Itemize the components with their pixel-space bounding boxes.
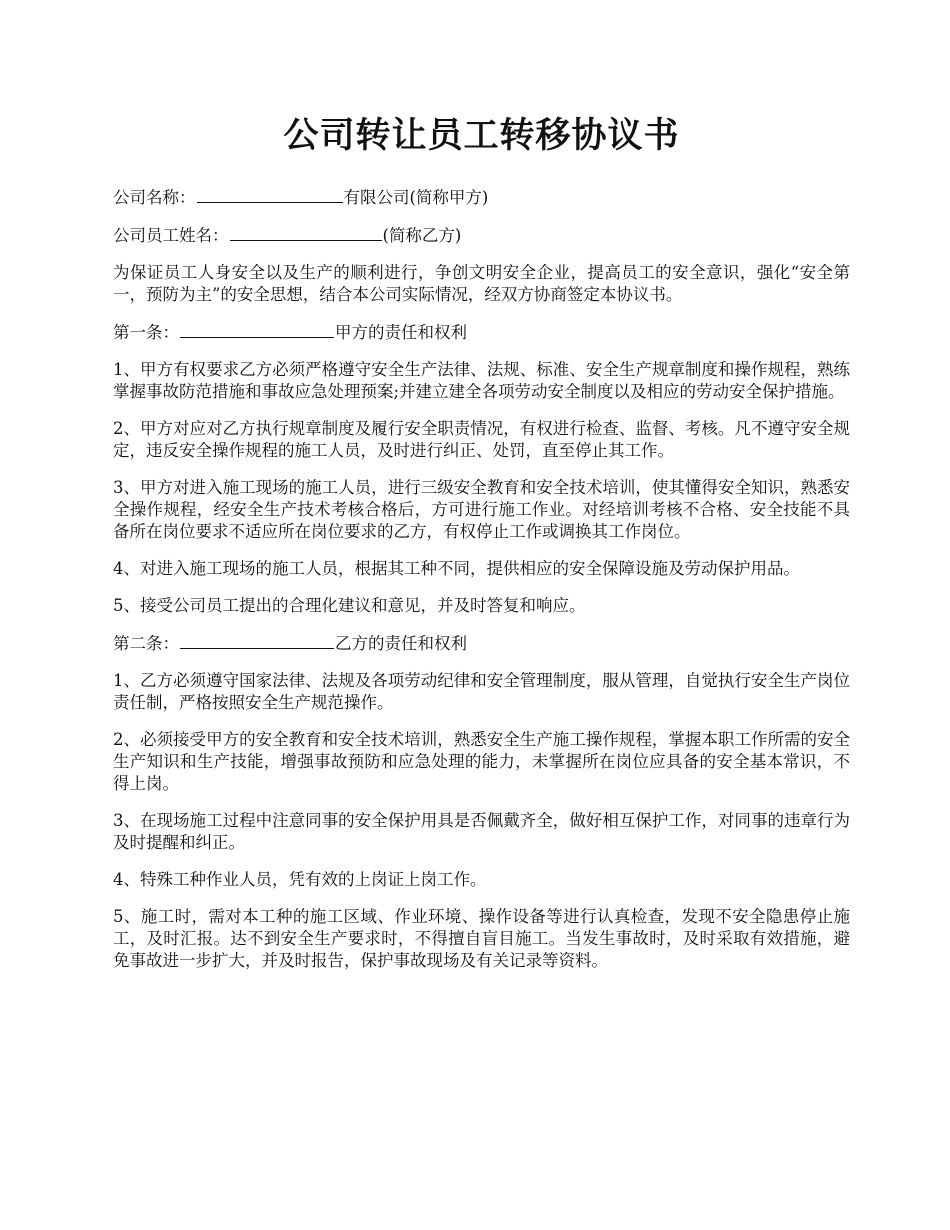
employee-name-label: 公司员工姓名： (113, 226, 229, 245)
company-name-blank (197, 186, 343, 203)
article-2-label: 第二条： (113, 634, 179, 653)
intro-paragraph: 为保证员工人身安全以及生产的顺利进行，争创文明安全企业，提高员工的安全意识，强化“安全第一，预防为主”的安全思想，结合本公司实际情况，经双方协商签定本协议书。 (113, 263, 850, 304)
employee-name-suffix: (简称乙方) (382, 226, 462, 245)
employee-name-line (113, 224, 850, 247)
article-1-item: 1、甲方有权要求乙方必须严格遵守安全生产法律、法规、标准、安全生产规章制度和操作规程，熟练掌握事故防范措施和事故应急处理预案;并建立建全各项劳动安全制度以及相应的劳动安全保护措施。 (113, 360, 850, 401)
article-2-item: 3、在现场施工过程中注意同事的安全保护用具是否佩戴齐全，做好相互保护工作，对同事的违章行为及时提醒和纠正。 (113, 811, 850, 852)
article-2-item: 1、乙方必须遵守国家法律、法规及各项劳动纪律和安全管理制度，服从管理，自觉执行安全生产岗位责任制，严格按照安全生产规范操作。 (113, 671, 850, 712)
article-1-heading (113, 321, 850, 344)
article-2-blank (180, 632, 334, 649)
article-2-item: 5、施工时，需对本工种的施工区域、作业环境、操作设备等进行认真检查，发现不安全隐患停止施工，及时汇报。达不到安全生产要求时，不得擅自盲目施工。当发生事故时，及时采取有效措施，避免事故进一步扩大，并及时报告，保护事故现场及有关记录等资料。 (113, 907, 850, 970)
company-name-line (113, 186, 850, 209)
article-1-blank (180, 321, 334, 338)
document-title: 公司转让员工转移协议书 (283, 116, 680, 156)
article-1-item: 3、甲方对进入施工现场的施工人员，进行三级安全教育和安全技术培训，使其懂得安全知识，熟悉安全操作规程，经安全生产技术考核合格后，方可进行施工作业。对经培训考核不合格、安全技能不具备所在岗位要求不适应所在岗位要求的乙方，有权停止工作或调换其工作岗位。 (113, 478, 850, 541)
article-2-item: 2、必须接受甲方的安全教育和安全技术培训，熟悉安全生产施工操作规程，掌握本职工作所需的安全生产知识和生产技能，增强事故预防和应急处理的能力，未掌握所在岗位应具备的安全基本常识，不得上岗。 (113, 730, 850, 793)
article-1-item: 4、对进入施工现场的施工人员，根据其工种不同，提供相应的安全保障设施及劳动保护用品。 (113, 559, 800, 578)
article-1-item: 5、接受公司员工提出的合理化建议和意见，并及时答复和响应。 (113, 596, 586, 615)
company-name-suffix: 有限公司(简称甲方) (343, 188, 489, 207)
article-2-item: 4、特殊工种作业人员，凭有效的上岗证上岗工作。 (113, 870, 487, 889)
article-2-heading (113, 632, 850, 655)
article-2-suffix: 乙方的责任和权利 (335, 634, 467, 653)
article-1-label: 第一条： (113, 323, 179, 342)
article-1-suffix: 甲方的责任和权利 (335, 323, 467, 342)
employee-name-blank (230, 224, 382, 241)
company-name-label: 公司名称： (113, 188, 196, 207)
article-1-item: 2、甲方对应对乙方执行规章制度及履行安全职责情况，有权进行检查、监督、考核。凡不遵守安全规定，违反安全操作规程的施工人员，及时进行纠正、处罚，直至停止其工作。 (113, 419, 850, 460)
